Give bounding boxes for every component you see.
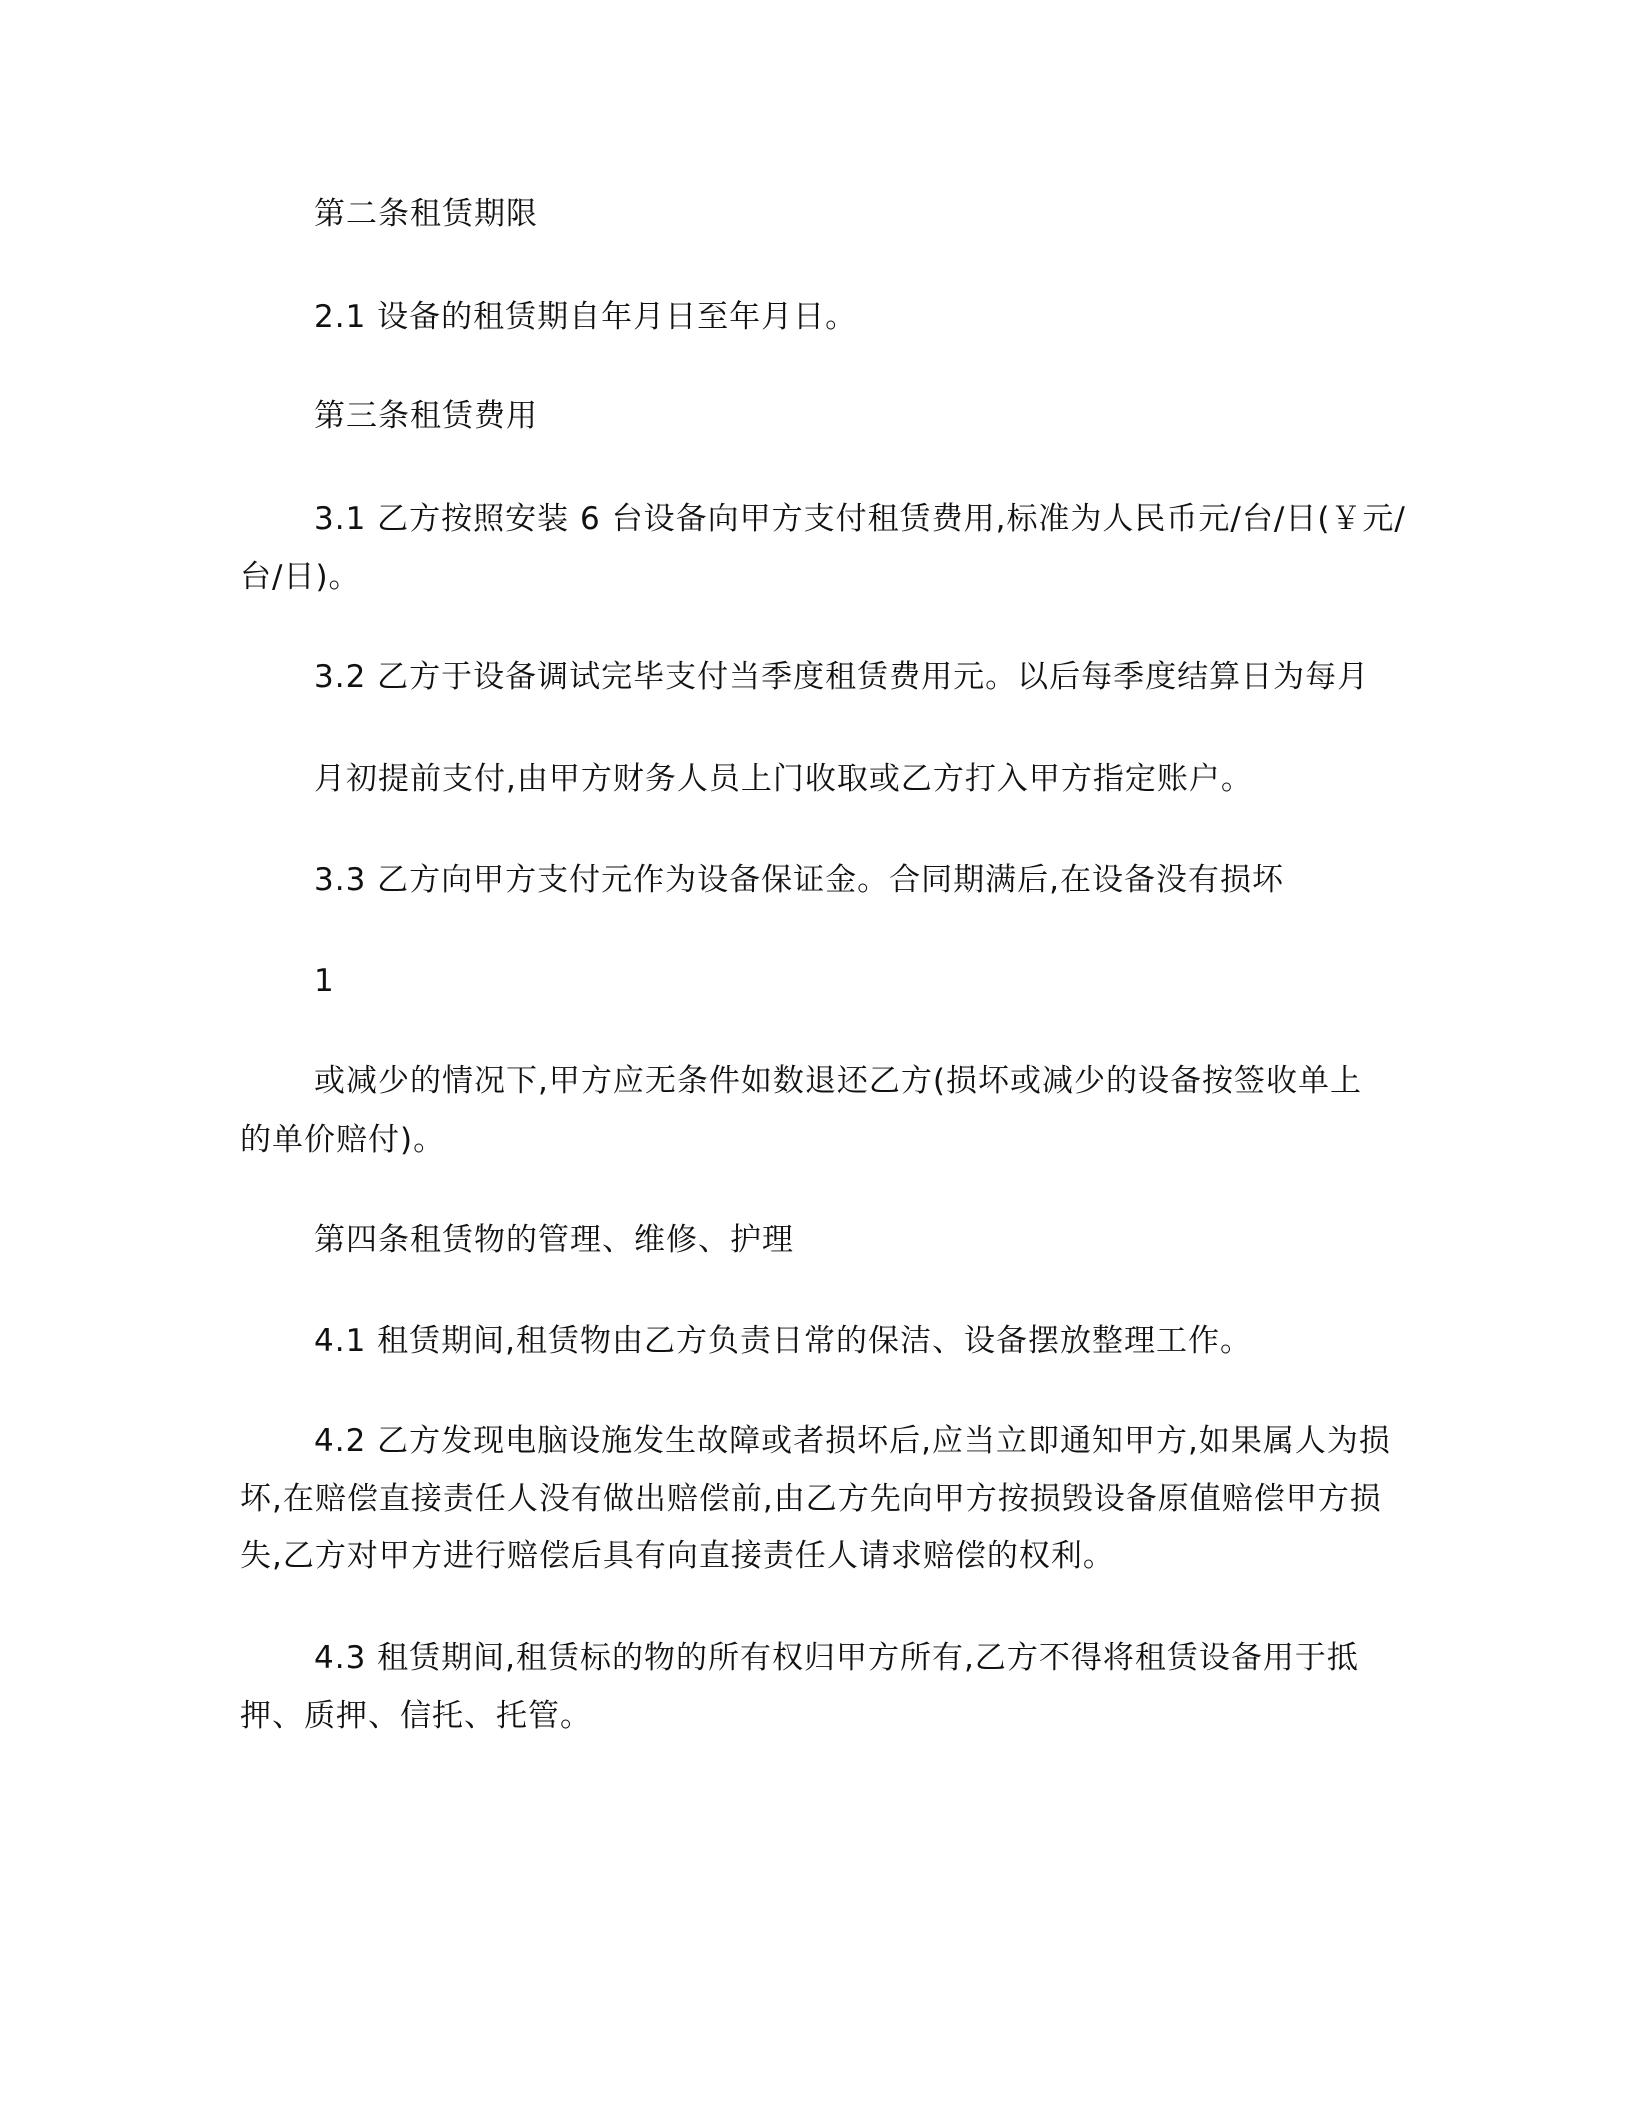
clause-4-3-line-2: 押、质押、信托、托管。 (240, 1698, 592, 1734)
clause-4-2-line-1: 4.2 乙方发现电脑设施发生故障或者损坏后,应当立即通知甲方,如果属人为损 (314, 1423, 1391, 1459)
article-3-heading: 第三条租赁费用 (314, 398, 538, 434)
clause-4-1: 4.1 租赁期间,租赁物由乙方负责日常的保洁、设备摆放整理工作。 (314, 1323, 1253, 1359)
page-number: 1 (314, 963, 335, 999)
clause-3-3-line-2: 或减少的情况下,甲方应无条件如数退还乙方(损坏或减少的设备按签收单上 (314, 1063, 1362, 1099)
clause-3-2-line-2: 月初提前支付,由甲方财务人员上门收取或乙方打入甲方指定账户。 (314, 761, 1253, 797)
clause-3-1-line-2: 台/日)。 (240, 559, 361, 595)
clause-4-2-line-3: 失,乙方对甲方进行赔偿后具有向直接责任人请求赔偿的权利。 (240, 1538, 1115, 1574)
article-4-heading: 第四条租赁物的管理、维修、护理 (314, 1222, 794, 1258)
clause-4-3-line-1: 4.3 租赁期间,租赁标的物的所有权归甲方所有,乙方不得将租赁设备用于抵 (314, 1640, 1359, 1676)
clause-3-2-line-1: 3.2 乙方于设备调试完毕支付当季度租赁费用元。以后每季度结算日为每月 (314, 659, 1370, 695)
clause-2-1: 2.1 设备的租赁期自年月日至年月日。 (314, 299, 858, 335)
clause-3-3-line-1: 3.3 乙方向甲方支付元作为设备保证金。合同期满后,在设备没有损坏 (314, 862, 1285, 898)
clause-3-1-line-1: 3.1 乙方按照安装 6 台设备向甲方支付租赁费用,标准为人民币元/台/日(￥元/ (314, 501, 1406, 537)
article-2-heading: 第二条租赁期限 (314, 196, 538, 232)
clause-4-2-line-2: 坏,在赔偿直接责任人没有做出赔偿前,由乙方先向甲方按损毁设备原值赔偿甲方损 (240, 1481, 1382, 1517)
clause-3-3-line-3: 的单价赔付)。 (240, 1122, 446, 1158)
